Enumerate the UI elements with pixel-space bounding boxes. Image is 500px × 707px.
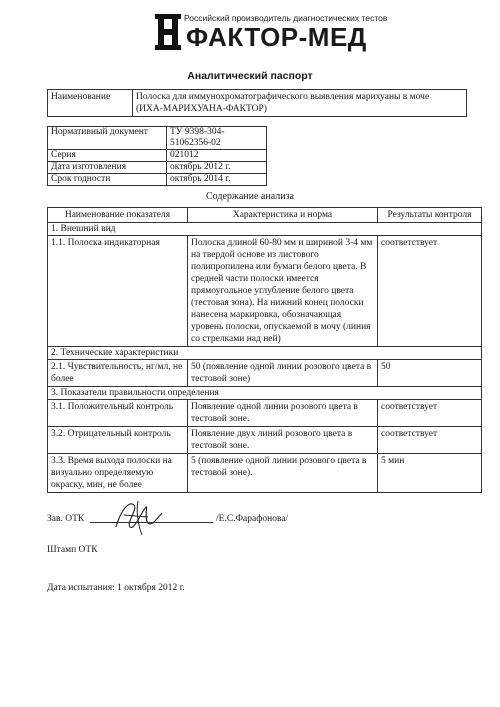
meta-label: Дата изготовления <box>48 162 167 174</box>
table-row <box>48 360 482 387</box>
meta-value: октябрь 2014 г. <box>167 174 267 186</box>
meta-row <box>48 127 267 150</box>
header-result: Результаты контроля <box>378 208 482 223</box>
batch-info-table <box>47 126 267 186</box>
table-row <box>48 400 482 427</box>
indicator-norm: Появление двух линий розового цвета в тестовой зоне. <box>188 427 378 454</box>
product-value-line1: Полоска для иммунохроматографического выявления марихуаны в моче <box>136 92 430 102</box>
indicator-name: 1.1. Полоска индикаторная <box>48 236 188 347</box>
indicator-result: 5 мин <box>378 454 482 493</box>
indicator-name: 3.3. Время выхода полоски на визуально определяемую окраску, мин, не более <box>48 454 188 493</box>
indicator-result: 50 <box>378 360 482 387</box>
meta-row <box>48 162 267 174</box>
test-date: Дата испытания: 1 октября 2012 г. <box>47 583 185 593</box>
meta-value: 021012 <box>167 150 267 162</box>
section-title: 3. Показатели правильности определения <box>48 387 482 400</box>
product-value <box>133 90 467 117</box>
table-row <box>48 427 482 454</box>
indicator-result: соответствует <box>378 236 482 347</box>
section-row <box>48 223 482 236</box>
analysis-header-row <box>48 208 482 223</box>
table-row <box>48 454 482 493</box>
indicator-norm: Появление одной линии розового цвета в тестовой зоне. <box>188 400 378 427</box>
product-name-table <box>47 89 467 117</box>
indicator-name: 2.1. Чувствительность, нг/мл, не более <box>48 360 188 387</box>
analysis-table <box>47 207 482 493</box>
product-value-line2: (ИХА-МАРИХУАНА-ФАКТОР) <box>136 104 267 114</box>
header-indicator: Наименование показателя <box>48 208 188 223</box>
meta-row <box>48 150 267 162</box>
section-title: 2. Технические характеристики <box>48 347 482 360</box>
header-norm: Характеристика и норма <box>188 208 378 223</box>
indicator-result: соответствует <box>378 427 482 454</box>
section-title: 1. Внешний вид <box>48 223 482 236</box>
section-row <box>48 387 482 400</box>
meta-label: Нормативный документ <box>48 127 167 150</box>
handwritten-signature <box>108 497 168 537</box>
stamp-label: Штамп ОТК <box>47 545 98 555</box>
meta-label: Серия <box>48 150 167 162</box>
company-brand: ФАКТОР-МЕД <box>186 22 367 52</box>
product-row <box>48 90 467 117</box>
otk-head-label: Зав. ОТК <box>47 514 85 524</box>
indicator-norm: Полоска длиной 60-80 мм и шириной 3-4 мм на твердой основе из листового полипропилена или бумаги белого цвета. В средней части полоски имеется прямоугольное углубление белого цвета (тестовая зона). На нижний конец полоски нанесена маркировка, обозначающая уровень полоски, опускаемой в мочу (линия со стрелками над ней) <box>188 236 378 347</box>
indicator-result: соответствует <box>378 400 482 427</box>
indicator-name: 3.1. Положительный контроль <box>48 400 188 427</box>
indicator-norm: 5 (появление одной линии розового цвета в тестовой зоне). <box>188 454 378 493</box>
company-logo-icon <box>155 14 181 50</box>
table-row <box>48 236 482 347</box>
indicator-norm: 50 (появление одной линии розового цвета в тестовой зоне) <box>188 360 378 387</box>
analysis-title: Содержание анализа <box>206 191 294 202</box>
otk-head-name: /Е.С.Фарафонова/ <box>216 514 289 524</box>
product-label: Наименование <box>48 90 133 117</box>
meta-value: ТУ 9398-304-51062356-02 <box>167 127 267 150</box>
indicator-name: 3.2. Отрицательный контроль <box>48 427 188 454</box>
section-row <box>48 347 482 360</box>
page-title: Аналитический паспорт <box>187 70 313 82</box>
company-tagline: Российский производитель диагностических тестов <box>184 13 388 23</box>
meta-label: Срок годности <box>48 174 167 186</box>
meta-value: октябрь 2012 г. <box>167 162 267 174</box>
meta-row <box>48 174 267 186</box>
